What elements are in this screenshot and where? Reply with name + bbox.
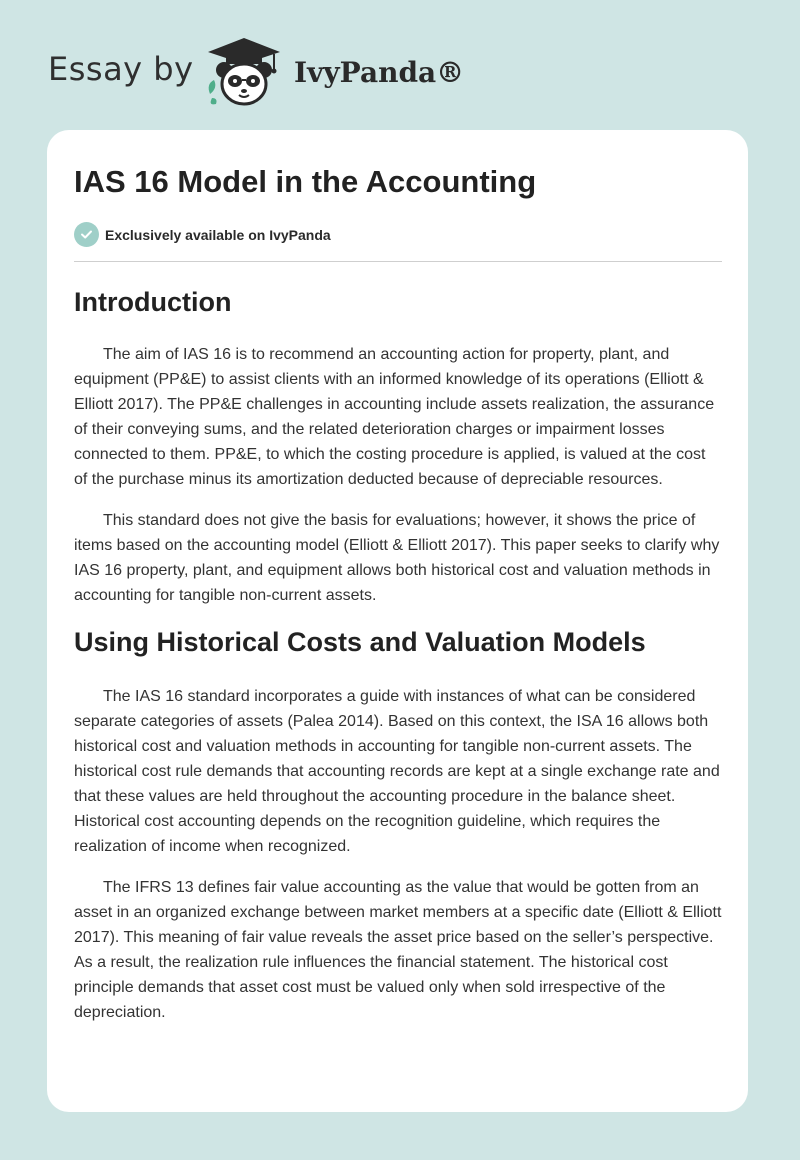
- essay-by-label: Essay by: [48, 50, 194, 88]
- essay-body: [74, 280, 722, 1025]
- paragraph: The aim of IAS 16 is to recommend an accounting action for property, plant, and equipment (PP&E) to assist clients with an informed knowledge of its operations (Elliott & Elliott 2017). The PP&E challenges in accounting include assets realization, the assurance of their conveying sums, and the related deterioration charges or impairment losses connected to them. PP&E, to which the costing procedure is applied, is valued at the cost of the purchase minus its amortization deducted because of depreciable resources.: [74, 346, 715, 488]
- paragraph: The IFRS 13 defines fair value accounting as the value that would be gotten from an asset in an organized exchange between market members at a specific date (Elliott & Elliott 2017). This meaning of fair value reveals the asset price based on the seller’s perspective. As a result, the realization rule influences the financial statement. The historical cost principle demands that asset cost must be valued only when sold irrespective of the depreciation.: [74, 879, 722, 1021]
- panda-graduate-logo-icon[interactable]: [204, 36, 284, 108]
- page-title: IAS 16 Model in the Accounting: [74, 164, 537, 199]
- paragraph: The IAS 16 standard incorporates a guide with instances of what can be considered separate categories of assets (Palea 2014). Based on this context, the ISA 16 allows both historical cost and valuation methods in accounting for tangible non-current assets. The historical cost rule demands that accounting records are kept at a single exchange rate and that these values are held throughout the accounting procedure in the balance sheet. Historical cost accounting depends on the recognition guideline, which requires the realization of income when recognized.: [74, 688, 720, 855]
- exclusive-badge: [74, 222, 331, 247]
- site-header: [48, 36, 468, 108]
- title-divider: [74, 261, 722, 262]
- exclusive-label: Exclusively available on IvyPanda: [105, 226, 331, 243]
- paragraph: This standard does not give the basis for evaluations; however, it shows the price of items based on the accounting model (Elliott & Elliott 2017). This paper seeks to clarify why IAS 16 property, plant, and equipment allows both historical cost and valuation methods in accounting for tangible non-current assets.: [74, 512, 720, 604]
- brand-name[interactable]: IvyPanda®: [294, 56, 465, 89]
- check-icon: [74, 222, 99, 247]
- essay-card: [47, 130, 748, 1112]
- section-heading-introduction: Introduction: [74, 287, 232, 317]
- section-heading-historical-costs: Using Historical Costs and Valuation Models: [74, 627, 646, 657]
